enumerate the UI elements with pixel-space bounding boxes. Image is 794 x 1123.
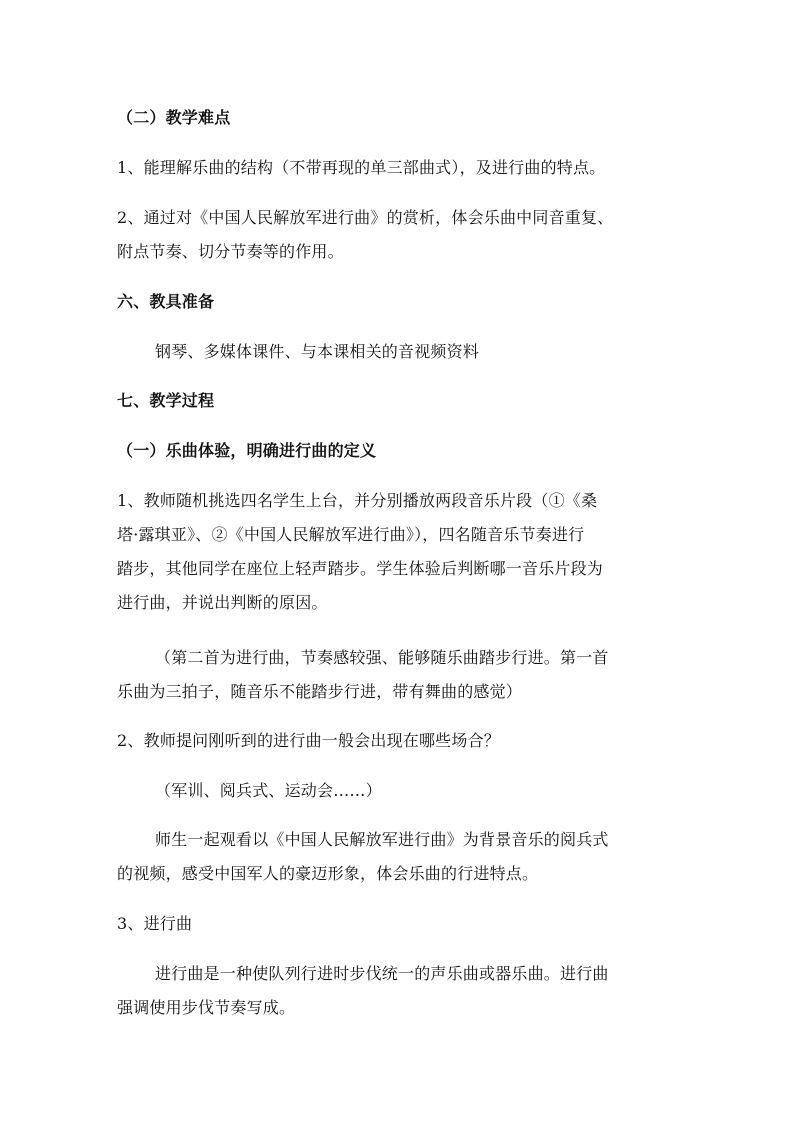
paragraph-march-definition-line-2: 强调使用步伐节奏写成。 (117, 998, 296, 1017)
paragraph-difficulty-2-line-2: 附点节奏、切分节奏等的作用。 (117, 242, 344, 261)
section-heading-teaching-difficulties: （二）教学难点 (117, 108, 231, 127)
paragraph-teaching-tools: 钢琴、多媒体课件、与本课相关的音视频资料 (155, 342, 480, 361)
paragraph-process-1-line-3: 踏步，其他同学在座位上轻声踏步。学生体验后判断哪一音乐片段为 (117, 559, 604, 578)
paragraph-march-definition-line-1: 进行曲是一种使队列行进时步伐统一的声乐曲或器乐曲。进行曲 (155, 964, 609, 983)
paragraph-process-2: 2、教师提问刚听到的进行曲一般会出现在哪些场合？ (117, 731, 500, 750)
paragraph-video-line-1: 师生一起观看以《中国人民解放军进行曲》为背景音乐的阅兵式 (155, 830, 609, 849)
paragraph-difficulty-2-line-1: 2、通过对《中国人民解放军进行曲》的赏析，体会乐曲中同音重复、 (117, 208, 614, 227)
paragraph-process-1-line-4: 进行曲，并说出判断的原因。 (117, 593, 328, 612)
paragraph-process-1-line-2: 塔·露琪亚》、②《中国人民解放军进行曲》），四名随音乐节奏进行 (117, 525, 585, 544)
section-heading-teaching-tools: 六、教具准备 (117, 292, 215, 311)
paragraph-answer-1-line-1: （第二首为进行曲，节奏感较强、能够随乐曲踏步行进。第一首 (155, 648, 609, 667)
paragraph-process-3-heading: 3、进行曲 (117, 914, 193, 933)
paragraph-video-line-2: 的视频，感受中国军人的豪迈形象，体会乐曲的行进特点。 (117, 864, 539, 883)
subsection-heading-music-experience: （一）乐曲体验，明确进行曲的定义 (117, 441, 377, 460)
section-heading-teaching-process: 七、教学过程 (117, 391, 215, 410)
paragraph-difficulty-1: 1、能理解乐曲的结构（不带再现的单三部曲式），及进行曲的特点。 (117, 158, 606, 177)
paragraph-process-1-line-1: 1、教师随机挑选四名学生上台，并分别播放两段音乐片段（①《桑 (117, 491, 598, 510)
paragraph-answer-2: （军训、阅兵式、运动会……） (155, 781, 382, 800)
paragraph-answer-1-line-2: 乐曲为三拍子，随音乐不能踏步行进，带有舞曲的感觉） (117, 682, 523, 701)
